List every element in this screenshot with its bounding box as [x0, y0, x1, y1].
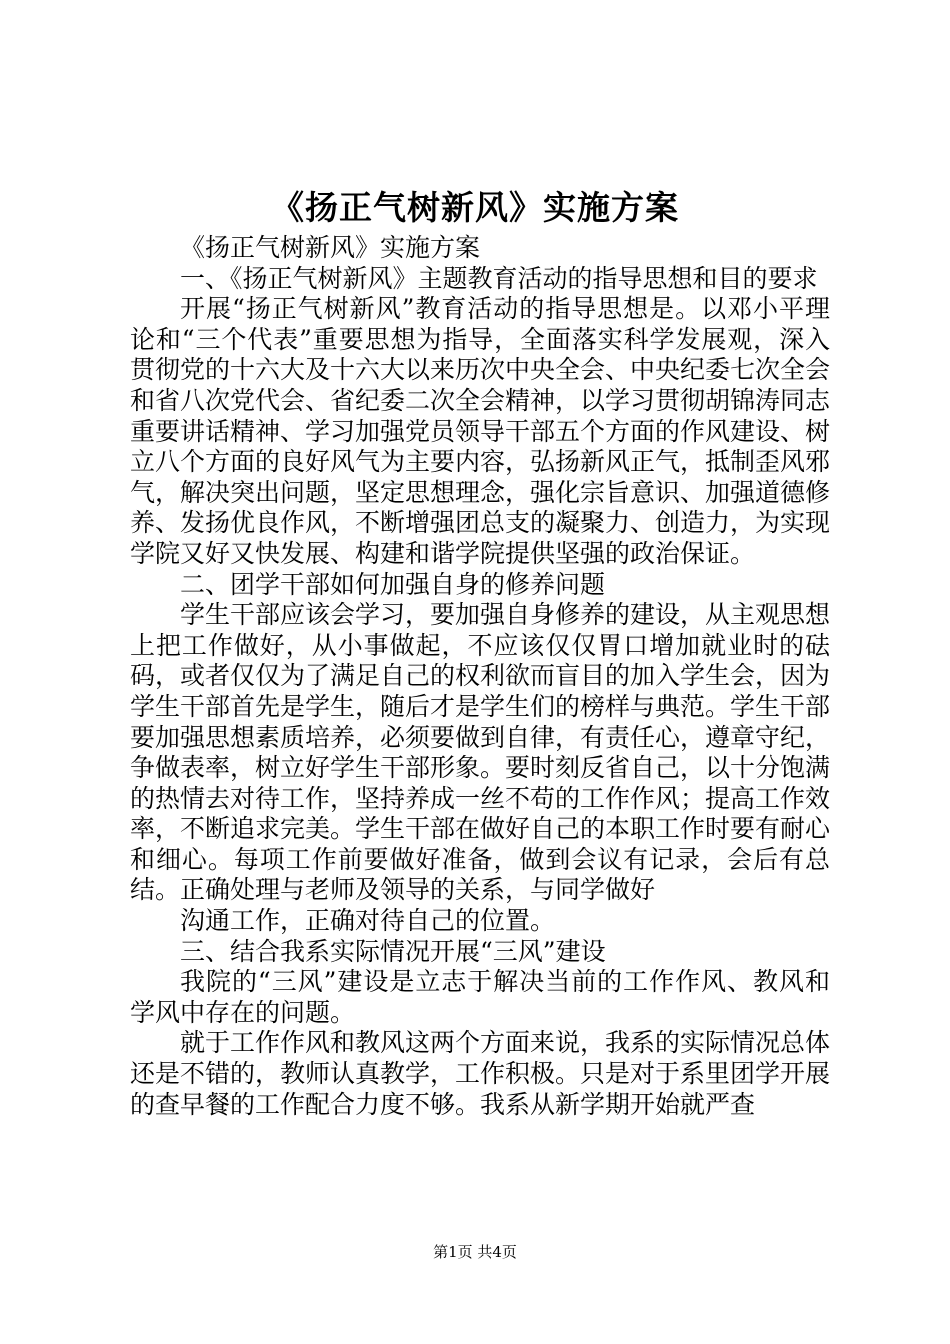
paragraph: 学生干部应该会学习，要加强自身修养的建设，从主观思想上把工作做好，从小事做起，不应该仅仅胃口增加就业时的砝码，或者仅仅为了满足自己的权利欲而盲目的加入学生会，因为学生干部首先是学生，随后才是学生们的榜样与典范。学生干部要加强思想素质培养，必须要做到自律，有责任心，遵章守纪，争做表率，树立好学生干部形象。要时刻反省自己，以十分饱满的热情去对待工作，坚持养成一丝不苟的工作作风；提高工作效率，不断追求完美。学生干部在做好自己的本职工作时要有耐心和细心。每项工作前要做好准备，做到会议有记录，会后有总结。正确处理与老师及领导的关系，与同学做好: [130, 600, 831, 905]
section-heading-3: 三、结合我系实际情况开展“三风”建设: [180, 936, 606, 966]
page-title: 《扬正气树新风》实施方案: [271, 188, 679, 227]
paragraph: 开展“扬正气树新风”教育活动的指导思想是。以邓小平理论和“三个代表”重要思想为指导，全面落实科学发展观，深入贯彻党的十六大及十六大以来历次中央全会、中央纪委七次全会和省八次党代会、省纪委二次全会精神，以学习贯彻胡锦涛同志重要讲话精神、学习加强党员领导干部五个方面的作风建设、树立八个方面的良好风气为主要内容，弘扬新风正气，抵制歪风邪气，解决突出问题，坚定思想理念，强化宗旨意识、加强道德修养、发扬优良作风，不断增强团总支的凝聚力、创造力，为实现学院又好又快发展、构建和谐学院提供坚强的政治保证。: [130, 294, 831, 568]
section-heading-2: 二、团学干部如何加强自身的修养问题: [180, 569, 606, 599]
page-number: 第1页 共4页: [433, 1243, 517, 1261]
paragraph: 我院的“三风”建设是立志于解决当前的工作作风、教风和学风中存在的问题。: [130, 967, 830, 1027]
paragraph: 就于工作作风和教风这两个方面来说，我系的实际情况总体还是不错的，教师认真教学，工作积极。只是对于系里团学开展的查早餐的工作配合力度不够。我系从新学期开始就严查: [130, 1028, 831, 1119]
section-heading-1: 一、《扬正气树新风》主题教育活动的指导思想和目的要求: [180, 263, 818, 293]
paragraph: 沟通工作，正确对待自己的位置。: [180, 906, 556, 936]
paragraph-subtitle: 《扬正气树新风》实施方案: [180, 233, 481, 262]
document-body: [130, 233, 830, 1120]
